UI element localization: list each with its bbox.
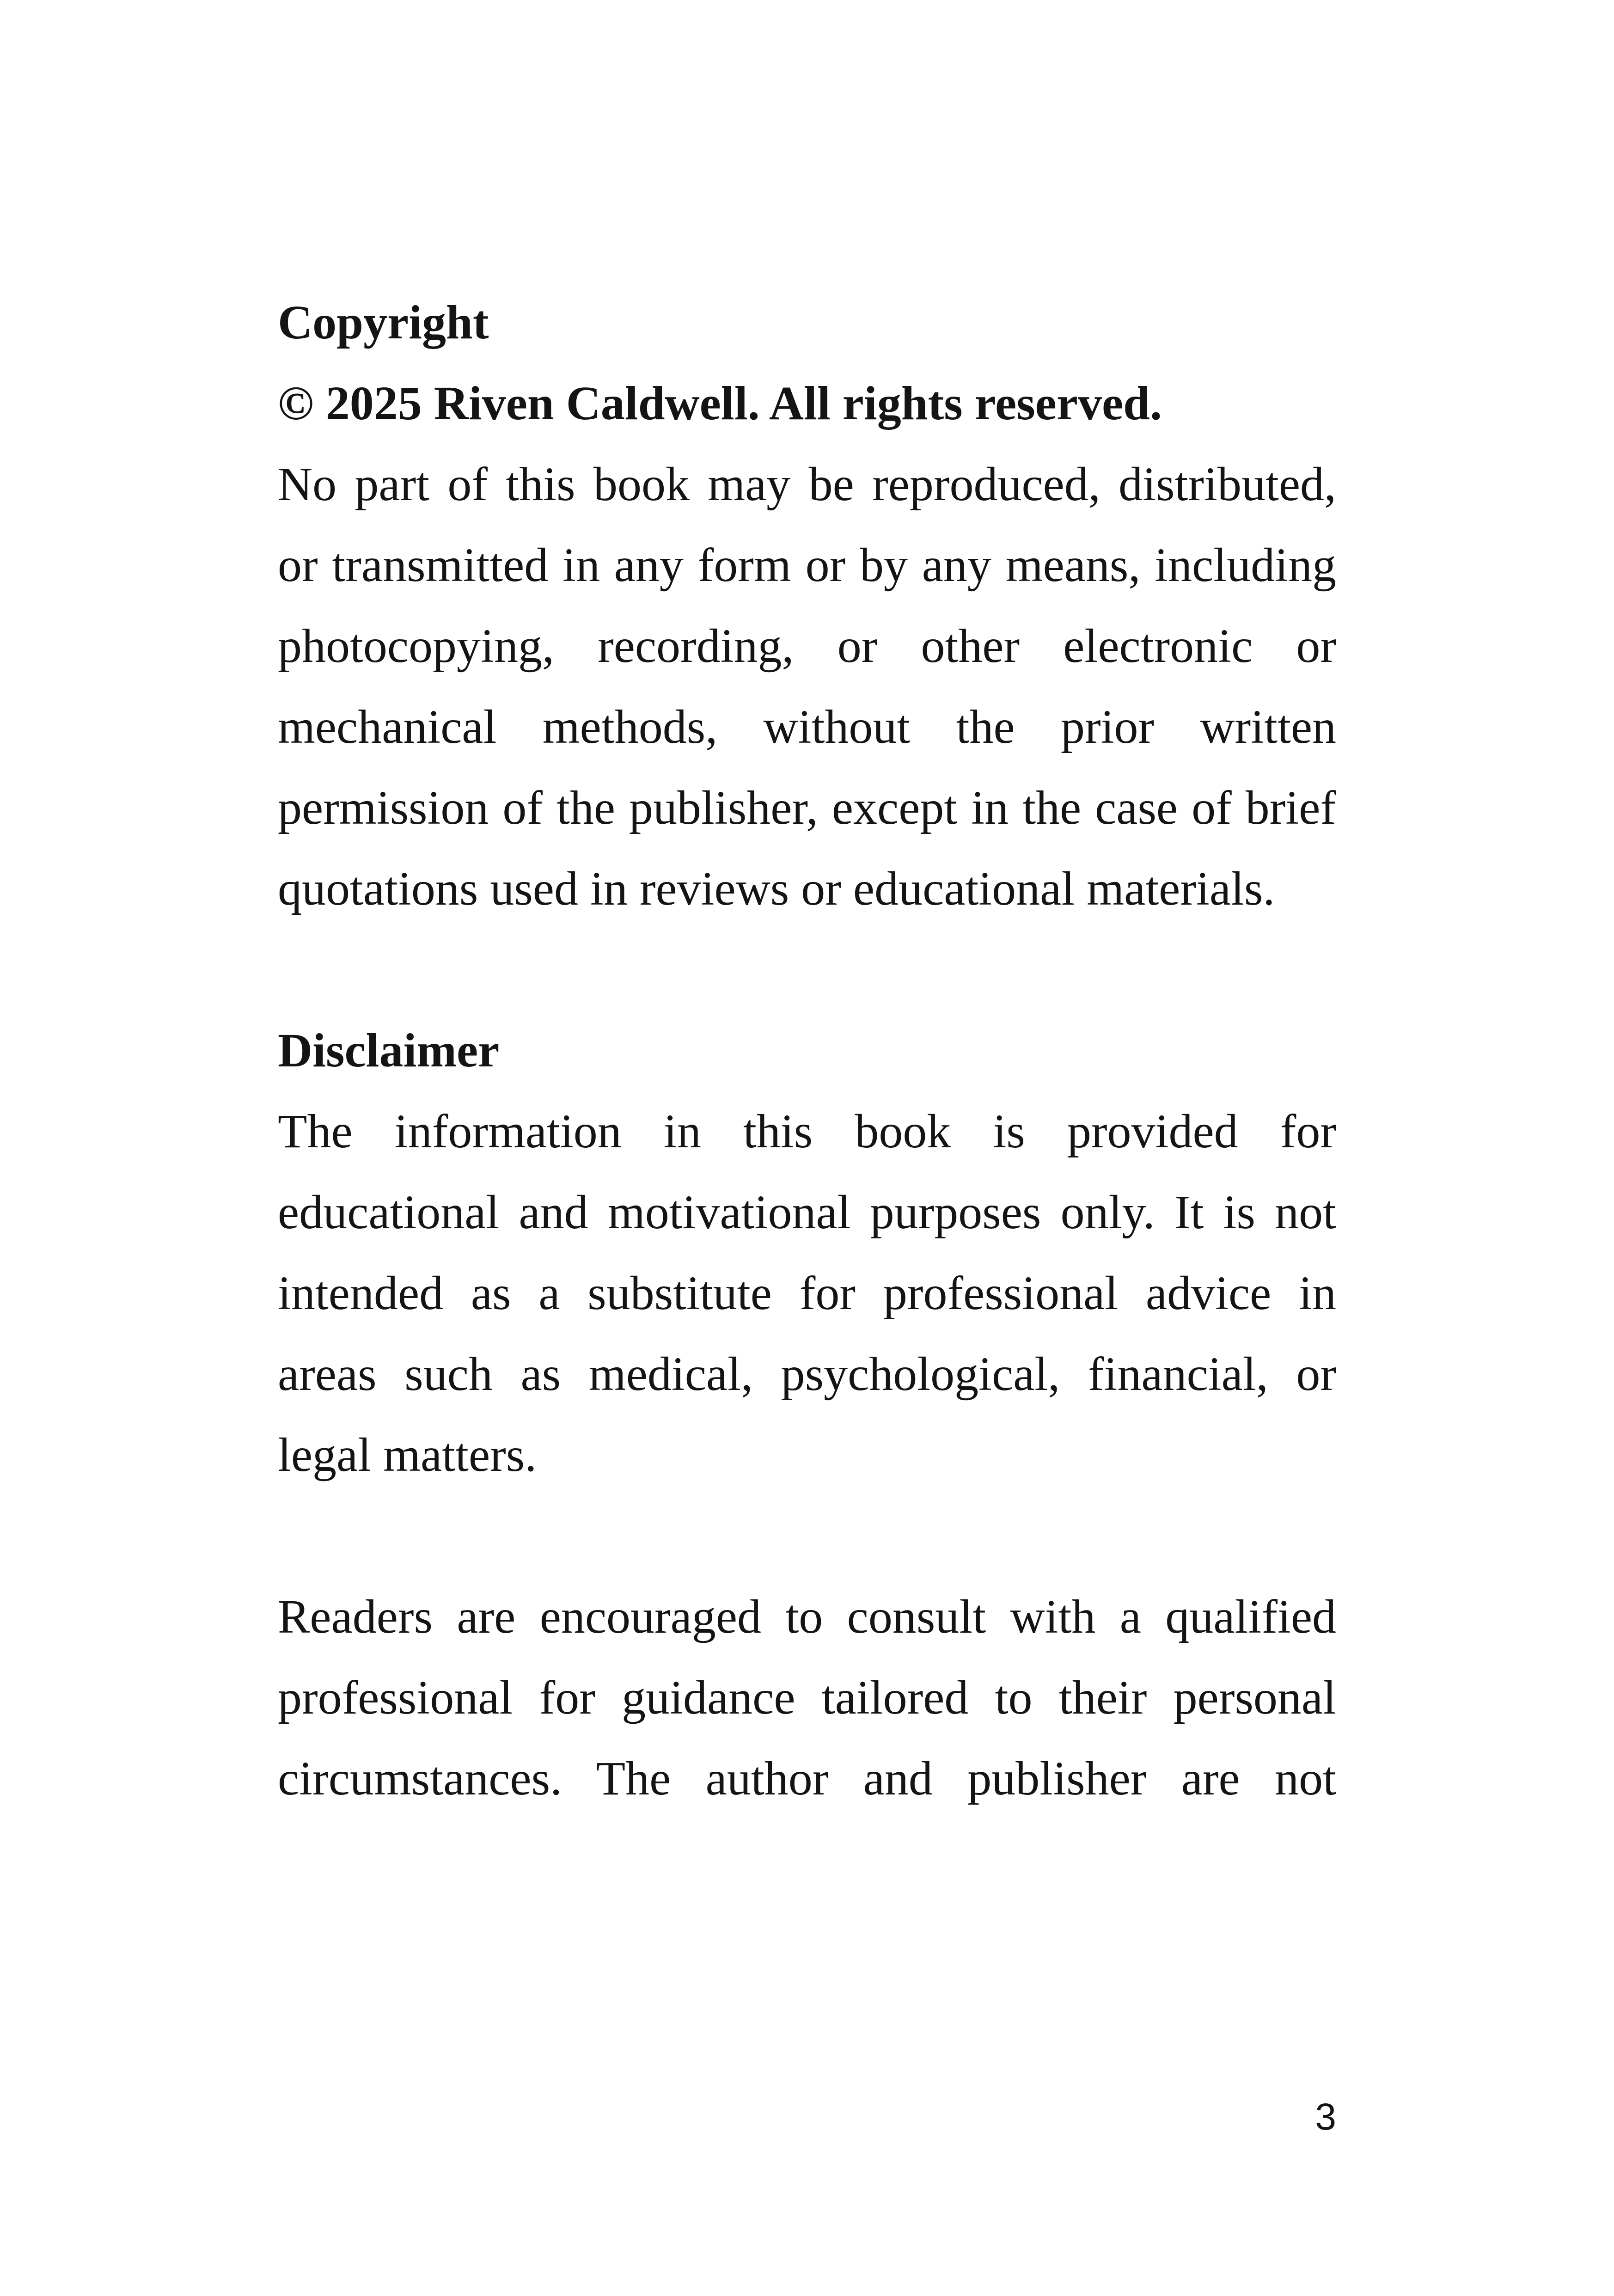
disclaimer-heading: Disclaimer	[278, 1024, 500, 1077]
paragraph-spacer	[278, 1495, 1336, 1576]
disclaimer-paragraph-1: The information in this book is provided for educational and motivational purposes only. It is not intended as a substitute for professional advice in areas such as medical, psychological, financial, or legal matters.	[278, 1105, 1336, 1482]
copyright-notice: © 2025 Riven Caldwell. All rights reserved.	[278, 377, 1162, 430]
page-number: 3	[1315, 2096, 1336, 2138]
copyright-body: No part of this book may be reproduced, distributed, or transmitted in any form or by any means, including photocopying, recording, or other electronic or mechanical methods, without the prior written permission of the publisher, except in the case of brief quotations used in reviews or educational materials.	[278, 458, 1336, 915]
section-spacer	[278, 929, 1336, 1010]
copyright-heading: Copyright	[278, 296, 489, 349]
disclaimer-paragraph-2: Readers are encouraged to consult with a qualified professional for guidance tailored to their personal circumstances. The author and publisher are not	[278, 1590, 1336, 1805]
page-content	[278, 282, 1336, 1819]
